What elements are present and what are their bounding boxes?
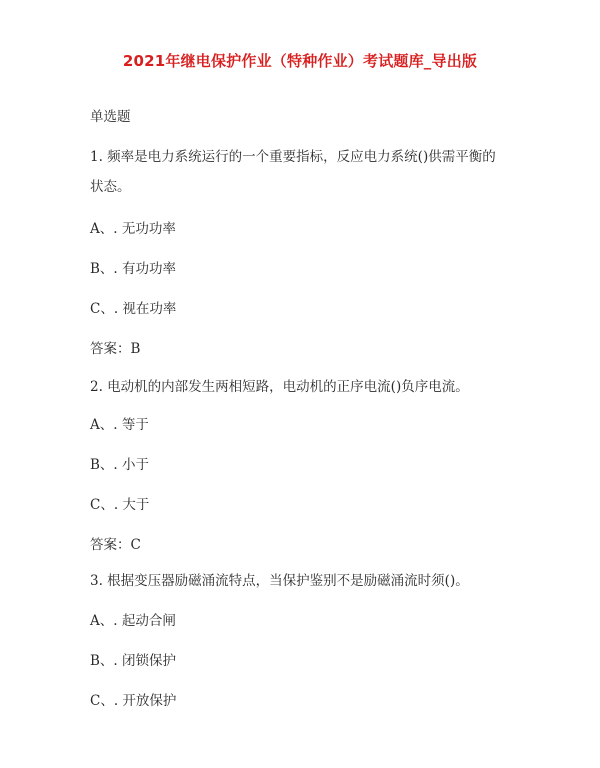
question-2-option-c: C、. 大于 [90, 497, 150, 513]
question-1-answer: 答案：B [90, 341, 141, 357]
question-1-stem-line2: 状态。 [90, 179, 131, 195]
document-title: 2021年继电保护作业（特种作业）考试题库_导出版 [122, 52, 478, 70]
question-3-option-b: B、. 闭锁保护 [90, 653, 177, 669]
question-1-stem-line1: 1. 频率是电力系统运行的一个重要指标，反应电力系统()供需平衡的 [90, 149, 496, 165]
question-3-option-c: C、. 开放保护 [90, 693, 177, 709]
question-2-option-a: A、. 等于 [90, 417, 149, 433]
question-1-option-b: B、. 有功功率 [90, 261, 177, 277]
question-2-stem: 2. 电动机的内部发生两相短路，电动机的正序电流()负序电流。 [90, 379, 469, 395]
question-2-answer: 答案：C [90, 537, 141, 553]
question-1-option-a: A、. 无功功率 [90, 221, 176, 237]
question-3-option-a: A、. 起动合闸 [90, 613, 176, 629]
question-3-stem: 3. 根据变压器励磁涌流特点，当保护鉴别不是励磁涌流时须()。 [90, 573, 469, 589]
question-2-option-b: B、. 小于 [90, 457, 150, 473]
section-label: 单选题 [90, 109, 131, 125]
question-1-option-c: C、. 视在功率 [90, 301, 177, 317]
